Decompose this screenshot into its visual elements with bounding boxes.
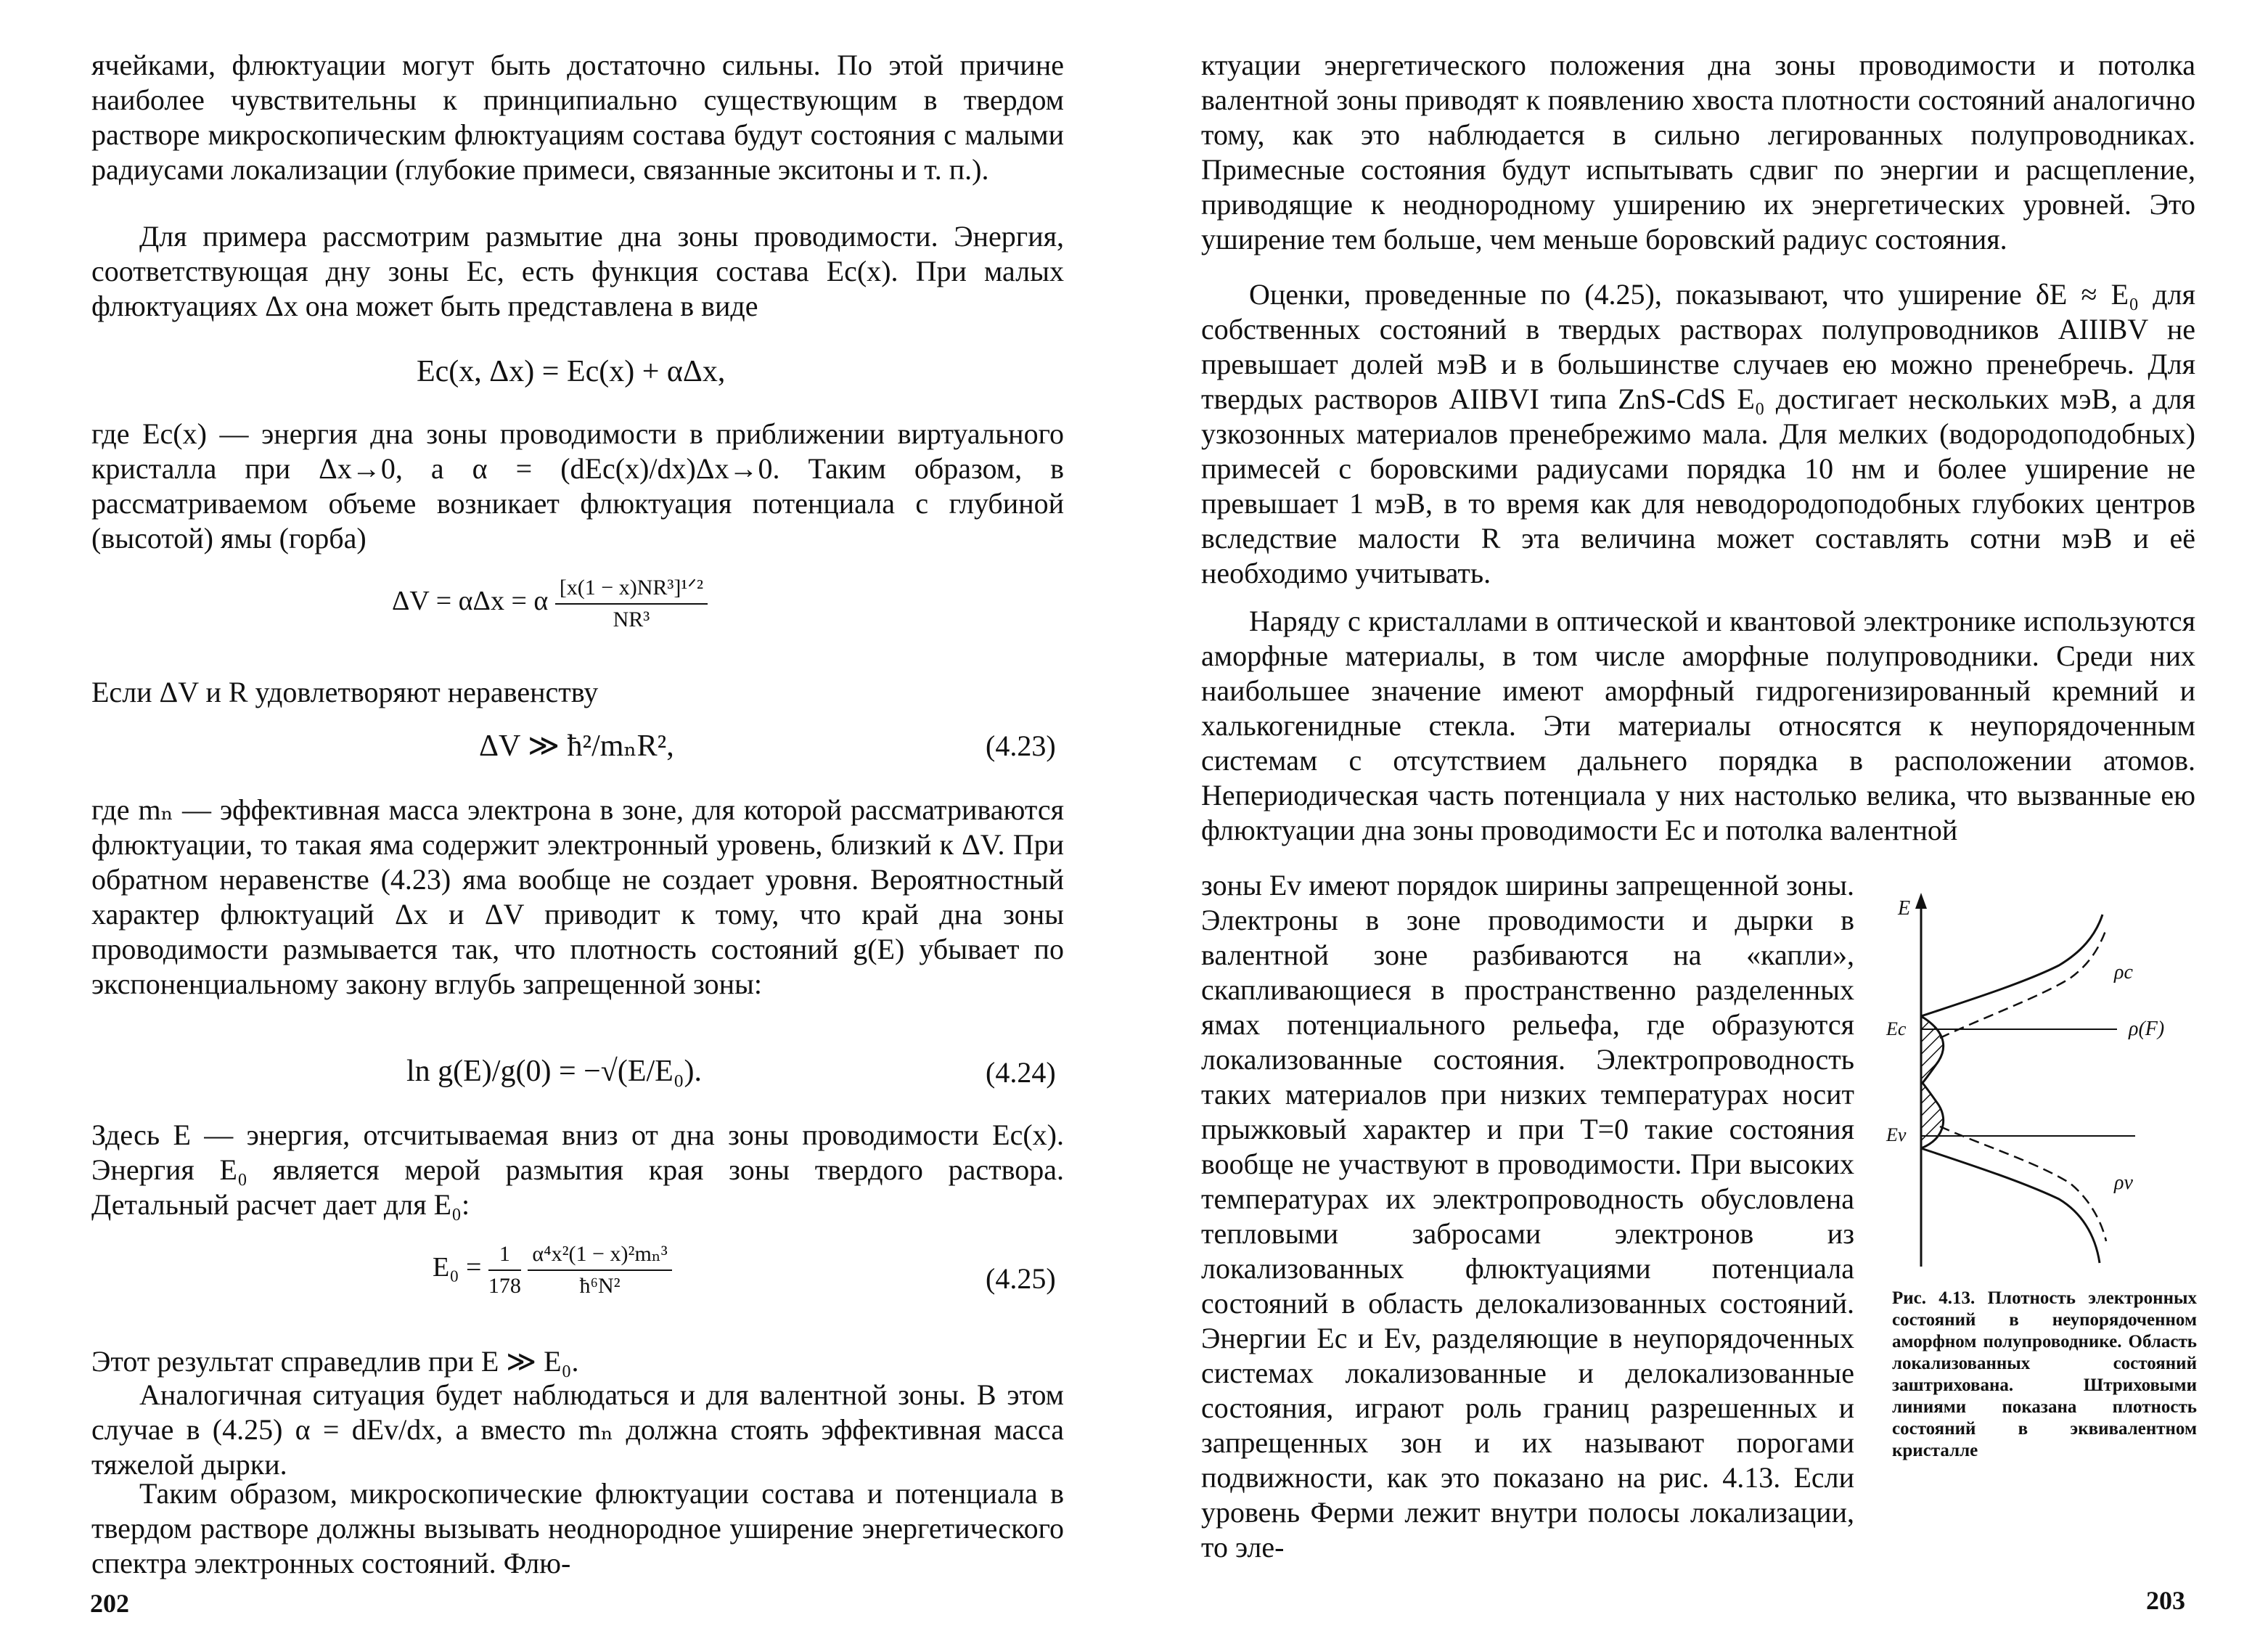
label-ec: Ec — [1886, 1018, 1907, 1039]
right-paragraph-1: ктуации энергетического положения дна зоны проводимости и потолка валентной зоны приводят к появлению хвоста плотности состояний аналогично тому, как это наблюдается в сильно легированных полупроводниках. Примесные состояния будут испытывать сдвиг по энергии и расщепление, приводящие к неоднородному уширению их энергетических уровней. Это уширение тем больше, чем меньше боровский радиус состояния. — [1201, 49, 2195, 255]
equation-ec: Ec(x, Δx) = Ec(x) + αΔx, — [417, 355, 726, 388]
density-of-states-figure — [1885, 893, 2204, 1270]
left-paragraph-6: Здесь E — энергия, отсчитываемая вниз от дна зоны проводимости Ec(x). Энергия E₀ является мерой размытия края зоны твердого раствора. Детальный расчет дает для E₀: — [91, 1119, 1064, 1221]
left-paragraph-4: Если ΔV и R удовлетворяют неравенству — [91, 676, 599, 708]
label-e: E — [1898, 897, 1911, 920]
rho-c-curve — [1921, 915, 2103, 1016]
left-paragraph-3: где Ec(x) — энергия дна зоны проводимости в приближении виртуального кристалла при Δx→0, а α = (dEc(x)/dx)Δx→0. Таким образом, в рассматриваемом объеме возникает флюктуация потенциала с глубиной (высотой) ямы (горба) — [91, 417, 1064, 555]
left-paragraph-7: Этот результат справедлив при E ≫ E₀. — [91, 1345, 579, 1378]
equation-number-4-25: (4.25) — [986, 1262, 1056, 1295]
equation-ln-g: ln g(E)/g(0) = −√(E/E₀). — [406, 1055, 702, 1088]
figure-caption: Рис. 4.13. Плотность электронных состояний в неупорядоченном аморфном полупроводнике. Область локализованных состояний заштрихована. Штриховыми линиями показана плотность состояний в эквивалентном кристалле — [1892, 1288, 2197, 1460]
label-rho-v: ρv — [2114, 1171, 2133, 1194]
page-number-right: 203 — [2146, 1586, 2185, 1615]
left-paragraph-5: где mₙ — эффективная масса электрона в зоне, для которой рассматриваются флюктуации, то такая яма содержит электронный уровень, близкий к ΔV. При обратном неравенстве (4.23) яма вообще не создает уровня. Вероятностный характер флюктуаций Δx и ΔV приводит к тому, что край дна зоны проводимости размывается так, что плотность состояний g(E) убывает по экспоненциальному закону вглубь запрещенной зоны: — [91, 793, 1064, 1000]
equation-number-4-23: (4.23) — [986, 729, 1056, 762]
equation-number-4-24: (4.24) — [986, 1056, 1056, 1089]
left-paragraph-1: ячейками, флюктуации могут быть достаточно сильны. По этой причине наиболее чувствительны к принципиально существующим в твердом растворе микроскопическим флюктуациям состава будут состояния с малыми радиусами локализации (глубокие примеси, связанные экситоны и т. п.). — [91, 49, 1064, 186]
label-rho-f: ρ(F) — [2129, 1018, 2165, 1040]
label-rho-c: ρc — [2114, 961, 2133, 984]
page-number-left: 202 — [90, 1589, 129, 1618]
right-page — [1130, 0, 2260, 1652]
rho-v-curve — [1921, 1148, 2100, 1263]
equation-inequality: ΔV ≫ ħ²/mₙR², — [479, 729, 674, 763]
right-paragraph-3-continued: зоны Ev имеют порядок ширины запрещенной зоны. Электроны в зоне проводимости и дырки в валентной зоне разбиваются на «капли», скапливающиеся в пространственно разделенных ямах потенциального рельефа, где образуются локализованные состояния. Электропроводность таких материалов при низких температурах носит прыжковый характер и при T=0 такие состояния вообще не участвуют в проводимости. При высоких температурах их электропроводность обусловлена тепловыми забросами электронов из локализованных флюктуациями потенциала состояний в область делокализованных состояний. Энергии Ec и Ev, разделяющие в неупорядоченных системах локализованные и делокализованные состояния, играют роль границ разрешенных и запрещенных зон и их называют порогами подвижности, как это показано на рис. 4.13. Если уровень Ферми лежит внутри полосы локализации, то эле- — [1201, 869, 1854, 1563]
label-ev: Ev — [1886, 1124, 1907, 1145]
equation-e0: E₀ = $\frac{1}{178}$ $\frac{\text{α⁴x²(1 − x)²mₙ³}}{\text{ħ⁶N²}}$ — [433, 1241, 672, 1299]
energy-axis-arrow — [1915, 893, 1927, 909]
left-paragraph-9: Таким образом, микроскопические флюктуации состава и потенциала в твердом растворе должны вызывать неоднородное уширение энергетического спектра электронных состояний. Флю- — [91, 1477, 1064, 1579]
right-paragraph-2: Оценки, проведенные по (4.25), показывают, что уширение δE ≈ E₀ для собственных состояний в твердых растворах полупроводников AIIIBV не превышает долей мэВ и в большинстве случаев ею можно пренебречь. Для твердых растворов AIIBVI типа ZnS-CdS E₀ достигает нескольких мэВ, а для узкозонных материалов пренебрежимо мала. Для мелких (водородоподобных) примесей с боровскими радиусами порядка 10 нм и более уширение не превышает 1 мэВ, в то время как для неводородоподобных глубоких центров вследствие малости R эта величина может составлять сотни мэВ и её необходимо учитывать. — [1201, 278, 2195, 589]
left-paragraph-8: Аналогичная ситуация будет наблюдаться и для валентной зоны. В этом случае в (4.25) α = dEv/dx, а вместо mₙ должна стоять эффективная масса тяжелой дырки. — [91, 1378, 1064, 1481]
left-paragraph-2: Для примера рассмотрим размытие дна зоны проводимости. Энергия, соответствующая дну зоны Eс, есть функция состава Ec(x). При малых флюктуациях Δx она может быть представлена в виде — [91, 220, 1064, 322]
crystal-rho-c-dashed — [1940, 929, 2106, 1038]
localized-states-region — [1921, 1016, 1944, 1148]
equation-delta-v: ΔV = αΔx = α $\frac{\text{[x(1 − x)NR³]¹ᐟ²}}{\text{NR³}}$ — [392, 575, 708, 632]
right-paragraph-3: Наряду с кристаллами в оптической и квантовой электронике используются аморфные материалы, в том числе аморфные полупроводники. Среди них наибольшее значение имеют аморфный гидрогенизированный кремний и халькогенидные стекла. Эти материалы относятся к неупорядоченным системам с отсутствием дальнего порядка в расположении атомов. Непериодическая часть потенциала у них настолько велика, что вызванные ею флюктуации дна зоны проводимости Ec и потолка валентной — [1201, 605, 2195, 846]
